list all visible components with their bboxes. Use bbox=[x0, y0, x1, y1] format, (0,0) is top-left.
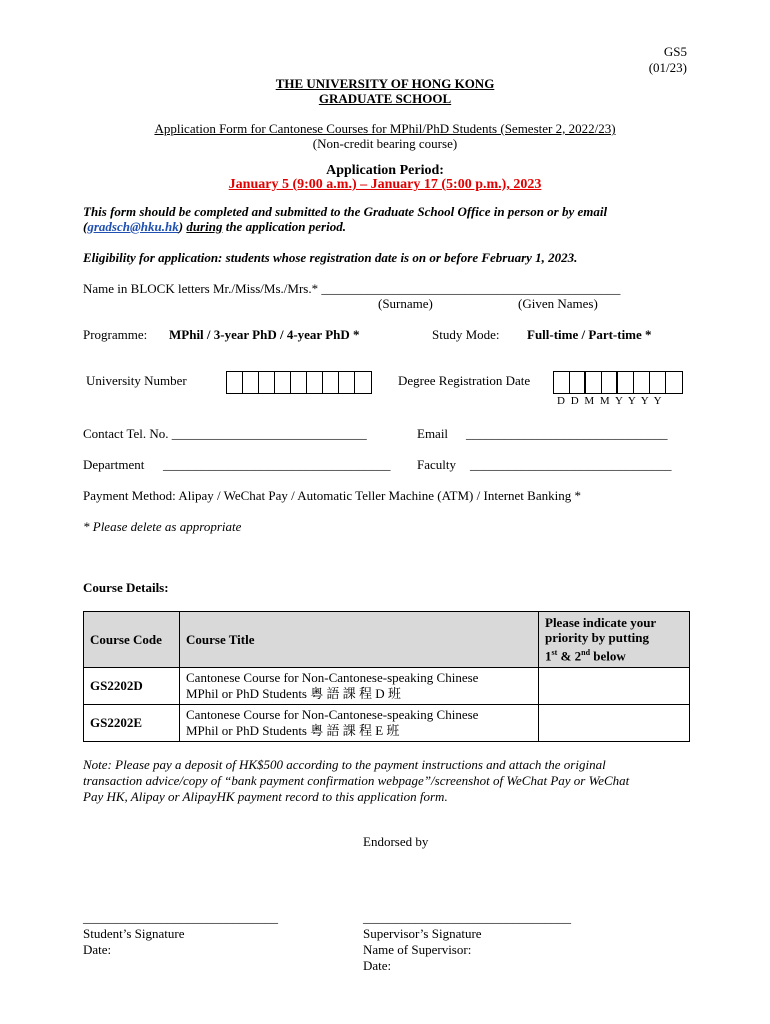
instruction-rest: the application period. bbox=[222, 219, 346, 234]
course-title-cell bbox=[180, 705, 539, 742]
email-label: Email bbox=[417, 426, 449, 441]
payment-note-line-2: transaction advice/copy of “bank payment confirmation webpage”/screenshot of WeChat Pay or WeChat bbox=[83, 773, 630, 788]
instruction-line-2 bbox=[83, 219, 346, 235]
eligibility-text: Eligibility for application: students whose registration date is on or before February 1, 2023. bbox=[83, 250, 578, 265]
department-field[interactable]: ___________________________________ bbox=[163, 457, 391, 472]
priority-second-number: & 2 bbox=[557, 648, 582, 664]
priority-below: below bbox=[590, 648, 626, 664]
application-period-dates: January 5 (9:00 a.m.) – January 17 (5:00 p.m.), 2023 bbox=[228, 177, 542, 192]
email-field[interactable]: _______________________________ bbox=[466, 426, 668, 441]
course-code-cell: GS2202E bbox=[84, 705, 180, 742]
programme-label: Programme: bbox=[83, 327, 148, 342]
supervisor-signature-field[interactable]: ________________________________ bbox=[363, 910, 571, 925]
degree-registration-date-label: Degree Registration Date bbox=[398, 373, 531, 388]
name-field[interactable]: Name in BLOCK letters Mr./Miss/Ms./Mrs.* ______________________________________________ bbox=[83, 281, 621, 296]
priority-input-cell[interactable] bbox=[539, 705, 690, 742]
faculty-field[interactable]: _______________________________ bbox=[470, 457, 672, 472]
given-names-label: (Given Names) bbox=[518, 296, 598, 311]
date-format-hint: D D M M Y Y Y Y bbox=[557, 395, 664, 407]
application-period-label: Application Period: bbox=[326, 163, 444, 178]
contact-tel-field[interactable]: Contact Tel. No. ______________________________ bbox=[83, 426, 367, 441]
student-signature-field[interactable]: ______________________________ bbox=[83, 910, 278, 925]
header-course-code: Course Code bbox=[84, 612, 180, 668]
header-priority-line-1: Please indicate your bbox=[545, 615, 657, 631]
payment-note bbox=[83, 757, 629, 805]
study-mode-label: Study Mode: bbox=[432, 327, 500, 342]
instruction-line-1: This form should be completed and submitted to the Graduate School Office in person or by email bbox=[83, 204, 608, 219]
student-signature-block bbox=[83, 910, 278, 958]
header-priority-line-3 bbox=[545, 645, 683, 663]
university-number-label: University Number bbox=[86, 373, 187, 388]
header-priority-line-2: priority by putting bbox=[545, 630, 650, 646]
priority-input-cell[interactable] bbox=[539, 668, 690, 705]
study-mode-options[interactable]: Full-time / Part-time * bbox=[527, 327, 652, 342]
priority-first-suffix: st bbox=[551, 648, 558, 658]
header-priority bbox=[539, 612, 690, 668]
payment-note-line-1: Note: Please pay a deposit of HK$500 according to the payment instructions and attach the original bbox=[83, 757, 606, 772]
supervisor-signature-block bbox=[363, 910, 571, 974]
course-title-line-1: Cantonese Course for Non-Cantonese-speaking Chinese bbox=[186, 670, 479, 685]
header-course-title: Course Title bbox=[180, 612, 539, 668]
supervisor-name-label: Name of Supervisor: bbox=[363, 942, 472, 957]
instruction-during: during bbox=[186, 219, 223, 234]
department-label: Department bbox=[83, 457, 145, 472]
delete-note: * Please delete as appropriate bbox=[83, 519, 242, 534]
course-title-line-2: MPhil or PhD Students 粵 語 課 程 D 班 bbox=[186, 686, 401, 701]
instruction-open-paren: ( bbox=[83, 219, 88, 234]
form-code-block bbox=[649, 44, 687, 76]
table-header-row bbox=[84, 612, 690, 668]
course-title-cell bbox=[180, 668, 539, 705]
supervisor-signature-label: Supervisor’s Signature bbox=[363, 926, 482, 941]
table-row bbox=[84, 668, 690, 705]
form-code: GS5 bbox=[663, 44, 687, 59]
email-link[interactable]: gradsch@hku.hk bbox=[87, 219, 179, 234]
payment-method[interactable]: Payment Method: Alipay / WeChat Pay / Automatic Teller Machine (ATM) / Internet Banking * bbox=[83, 488, 581, 503]
course-code-cell: GS2202D bbox=[84, 668, 180, 705]
course-details-label: Course Details: bbox=[83, 580, 169, 595]
priority-first-number: 1 bbox=[545, 648, 552, 664]
faculty-label: Faculty bbox=[417, 457, 456, 472]
university-name: THE UNIVERSITY OF HONG KONG bbox=[275, 76, 495, 91]
registration-date-boxes[interactable] bbox=[553, 371, 683, 394]
instruction-close-paren: ) bbox=[178, 219, 187, 234]
course-title-line-2: MPhil or PhD Students 粵 語 課 程 E 班 bbox=[186, 723, 400, 738]
surname-label: (Surname) bbox=[378, 296, 433, 311]
course-title-line-1: Cantonese Course for Non-Cantonese-speaking Chinese bbox=[186, 707, 479, 722]
form-subtitle: (Non-credit bearing course) bbox=[312, 136, 458, 151]
student-date-label: Date: bbox=[83, 942, 112, 957]
programme-options[interactable]: MPhil / 3-year PhD / 4-year PhD * bbox=[169, 327, 360, 342]
priority-second-suffix: nd bbox=[581, 648, 591, 658]
form-date: (01/23) bbox=[648, 60, 687, 75]
university-number-boxes[interactable] bbox=[226, 371, 372, 394]
table-row bbox=[84, 705, 690, 742]
student-signature-label: Student’s Signature bbox=[83, 926, 185, 941]
course-table bbox=[83, 611, 690, 742]
supervisor-date-label: Date: bbox=[363, 958, 392, 973]
payment-note-line-3: Pay HK, Alipay or AlipayHK payment record to this application form. bbox=[83, 789, 448, 804]
form-title: Application Form for Cantonese Courses for MPhil/PhD Students (Semester 2, 2022/23) bbox=[154, 121, 616, 136]
school-name: GRADUATE SCHOOL bbox=[318, 91, 452, 106]
endorsed-by-label: Endorsed by bbox=[363, 834, 429, 849]
